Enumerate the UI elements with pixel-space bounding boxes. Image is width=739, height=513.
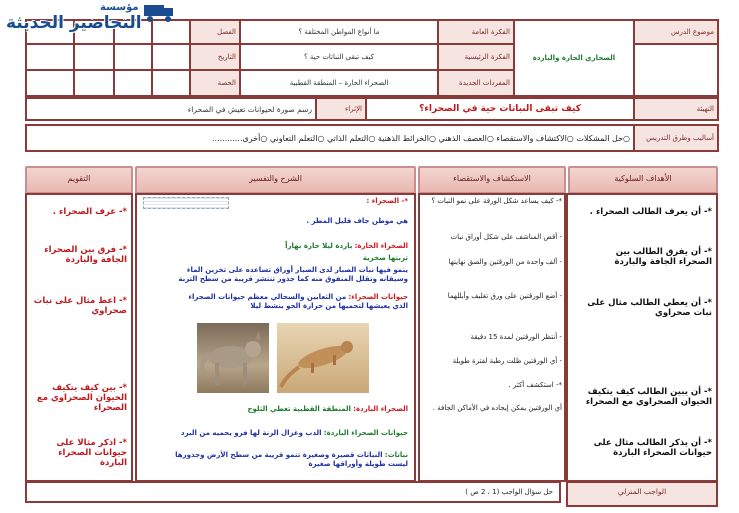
evaluation-item: *- بين كيف يتكيف الحيوان الصحراوي مع الصحراء bbox=[36, 383, 127, 413]
new-vocab-label: المفردات الجديدة bbox=[438, 70, 514, 96]
intro-label: التهيئة bbox=[634, 98, 718, 120]
homework-label: الواجب المنزلي bbox=[566, 481, 718, 507]
evaluation-item: *- اذكر مثالا على حيوانات الصحراء الباردة bbox=[56, 438, 127, 468]
logo bbox=[2, 2, 180, 40]
investigation-item: أي الورقتين يمكن إيجاده في الأماكن الجافة . bbox=[432, 404, 562, 412]
logo-truck-icon bbox=[142, 2, 176, 24]
explanation-column bbox=[135, 193, 416, 482]
hot-desert-text: باردة ليلا حارة نهاراً bbox=[285, 242, 353, 250]
investigation-item: - أقص المناشف على شكل أوراق نبات bbox=[450, 233, 562, 241]
enrichment-text: رسم صورة لحيوانات تعيش في الصحراء bbox=[26, 98, 316, 120]
evaluation-column bbox=[25, 193, 133, 482]
evaluation-item: *- فرق بين الصحراء الجافة والباردة bbox=[44, 245, 127, 265]
methods-options: ○حل المشكلات ○الاكتشاف والاستقصاء ○العصف الذهني ○الخرائط الذهنية ○التعلم الذاتي ○التعلم التعاوني ○أخرى............ bbox=[26, 125, 634, 151]
evaluation-item: *- اعط مثال على نبات صحراوي bbox=[33, 296, 127, 316]
objective-item: *- أن يعرف الطالب الصحراء . bbox=[589, 207, 712, 217]
subject-title: الصحاري الحارة والباردة bbox=[514, 20, 634, 96]
cold-desert-label: الصحراء الباردة: bbox=[353, 405, 408, 413]
hot-desert-soil: تربتها صخرية bbox=[362, 254, 408, 262]
desert-heading: *- الصحراء : bbox=[366, 197, 408, 205]
subject-label: موضوع الدرس bbox=[634, 20, 718, 44]
header-objectives: الأهداف السلوكية bbox=[568, 166, 718, 194]
hot-desert-plants: ينمو فيها نبات الصبار لدى الصبار أوراق تساعده على تخزين الماء وسيقانه وتقلل المنفوق منه كما جذور تنتشر قريبة من سطح التربة bbox=[178, 266, 408, 283]
logo-line1: مؤسسة bbox=[100, 2, 139, 13]
investigation-item: *- كيف يساعد شكل الورقة على نمو النبات ؟ bbox=[431, 197, 562, 205]
general-idea: ما أنواع المواطن المختلفة ؟ bbox=[240, 20, 438, 44]
header-explanation: الشرح والتفسير bbox=[135, 166, 416, 194]
investigation-column bbox=[418, 193, 566, 482]
cold-plants-text: النباتات قصيرة وصغيرة تنمو قريبة من سطح الأرض وجذورها ليست طويلة وأوراقها صغيرة bbox=[175, 451, 408, 468]
investigation-item: - أي الورقتين ظلت رطبة لفترة طويلة bbox=[452, 357, 562, 365]
investigation-item: - أضع الورقتين على ورق تغليف وأبللهما bbox=[447, 292, 562, 300]
main-idea-label: الفكرة الرئيسية bbox=[438, 44, 514, 70]
objective-item: *- أن يبين الطالب كيف يتكيف الحيوان الصحراوي مع الصحراء bbox=[585, 387, 712, 407]
hot-desert-label: الصحراء الحارة: bbox=[354, 242, 408, 250]
intro-table bbox=[25, 97, 719, 121]
desert-definition: هي موطن جاف قليل المطر . bbox=[306, 217, 408, 225]
investigation-item: - ألف واحدة من الورقتين والصق نهايتها bbox=[448, 258, 562, 266]
date-label: التاريخ bbox=[190, 44, 240, 70]
header-evaluation: التقويم bbox=[25, 166, 133, 194]
investigation-item: *- استكشف أكثر . bbox=[508, 381, 562, 389]
enrichment-label: الإثراء bbox=[316, 98, 366, 120]
methods-table bbox=[25, 124, 719, 152]
objectives-column bbox=[566, 193, 718, 482]
new-vocab: الصحراء الحارة – المنطقة القطبية bbox=[240, 70, 438, 96]
cold-animals-label: حيوانات الصحراء الباردة: bbox=[323, 429, 408, 437]
wolf-image bbox=[197, 323, 269, 393]
objective-item: *- أن يذكر الطالب مثال على حيوانات الصحراء الباردة bbox=[593, 438, 712, 458]
methods-label: أساليب وطرق التدريس bbox=[634, 125, 718, 151]
cold-desert-text: المنطقة القطبية تغطي الثلوج bbox=[247, 405, 351, 413]
period-label: الحصة bbox=[190, 70, 240, 96]
cold-plants-label: نباتات: bbox=[384, 451, 408, 459]
homework-text: حل سؤال الواجب (1 ، 2 ص ) bbox=[25, 481, 561, 503]
class-label: الفصل bbox=[190, 20, 240, 44]
logo-line2: التحاضير الحديثة bbox=[6, 13, 142, 33]
general-idea-label: الفكرة العامة bbox=[438, 20, 514, 44]
main-idea: كيف تبقى النباتات حية ؟ bbox=[240, 44, 438, 70]
investigation-item: - أنتظر الورقتين لمدة 15 دقيقة bbox=[470, 333, 562, 341]
cold-animals-text: الدب وغزال الرنة لها فرو يحميه من البرد bbox=[181, 429, 322, 437]
desert-animals-text: من الثعابين والسحالي معظم حيوانات الصحراء الذي يعيشها لتحميها من حرارة الجو ينشط ليلا bbox=[188, 293, 408, 310]
desert-animals-label: حيوانات الصحراء: bbox=[348, 293, 408, 301]
lizard-image bbox=[277, 323, 369, 393]
objective-item: *- أن يفرق الطالب بين الصحراء الجافة والباردة bbox=[614, 247, 712, 267]
intro-question: كيف تبقى النباتات حية في الصحراء؟ bbox=[366, 98, 634, 120]
evaluation-item: *- عرف الصحراء . bbox=[52, 207, 127, 217]
objective-item: *- أن يعطي الطالب مثال على نبات صحراوي bbox=[587, 298, 712, 318]
header-investigation: الاستكشاف والاستقصاء bbox=[418, 166, 566, 194]
